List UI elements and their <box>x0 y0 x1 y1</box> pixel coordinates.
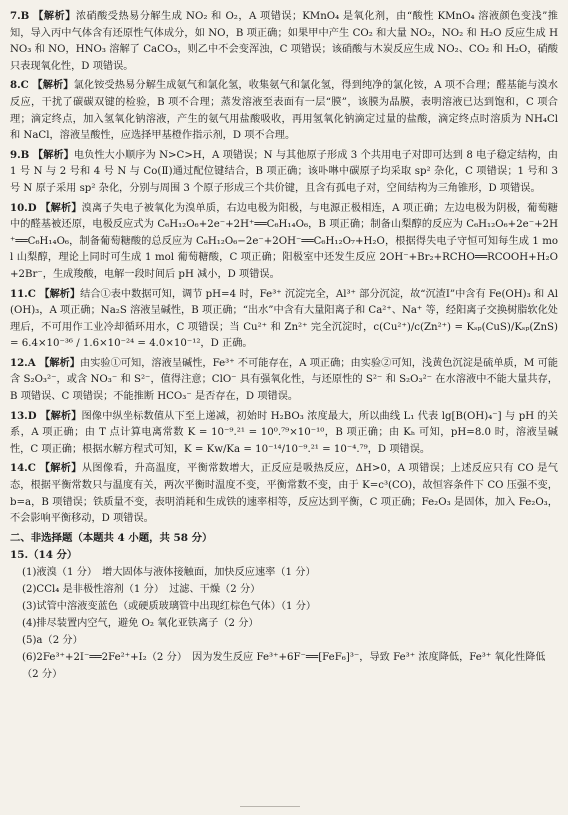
answer-tag: 12.A 【解析】 <box>10 356 80 369</box>
answer-tag: 14.C 【解析】 <box>10 462 82 475</box>
answer-tag: 7.B 【解析】 <box>10 10 76 22</box>
q15-item-5: (5)a（2 分） <box>22 634 83 646</box>
answer-q9: 9.B 【解析】电负性大小顺序为 N>C>H，A 项错误；N 与其他原子形成 3 个共用电子对即可达到 8 电子稳定结构，由 1 号 N 与 2 号和 4 号 N 与 Co(Ⅱ)通过配位键结合，B 项正确；该卟啉中碳原子均采取 sp² 杂化，C 项错误；1 号和 3 号 N 原子采用 sp² 杂化，分别与周围 3 个原子形成三个共价键，且含有孤电子对，空间结构为三角锥形，D 项错误。 <box>10 148 558 194</box>
answer-q7: 7.B 【解析】浓硝酸受热易分解生成 NO₂ 和 O₂，A 项错误；KMnO₄ 是氧化剂，由“酸性 KMnO₄ 溶液颜色变浅”推知，导入丙中气体含有还原性气体成分，如 NO，B 项正确；如果甲中产生 CO₂ 和大量 NO₂，NO₂ 和 H₂O 反应生成 HNO₃ 和 NO，HNO₃ 溶解了 CaCO₃，则乙中不会变浑浊，C 项错误；该硝酸与木炭反应生成 NO₂、CO₂ 和 H₂O，硝酸只表现氧化性，D 项错误。 <box>10 10 558 72</box>
answer-tag: 9.B 【解析】 <box>10 148 74 161</box>
answer-q12: 12.A 【解析】由实验①可知，溶液呈碱性，Fe³⁺ 不可能存在，A 项正确；由实验②可知，浅黄色沉淀是硫单质，M 可能含 S₂O₃²⁻，或含 NO₃⁻ 和 S²⁻，值得注意；ClO⁻ 具有强氧化性，与还原性的 S²⁻ 和 S₂O₃²⁻ 在水溶液中不能大量共存，B 项错误、C 项错误；不能推断 HCO₃⁻ 是否存在，D 项错误。 <box>10 356 558 403</box>
section-heading: 二、非选择题（本题共 4 小题，共 58 分） <box>10 531 213 544</box>
answer-q13: 13.D 【解析】图像中纵坐标数值从下至上递减，初始时 H₂BO₃ 浓度最大，所以曲线 L₁ 代表 lg[B(OH)₄⁻] 与 pH 的关系，A 项正确；由 T 点计算电离常数 K = 10⁻⁹.²¹ = 10⁰.⁷⁹×10⁻¹⁰，B 项正确；由 Kₕ 可知，pH=8.0 时，溶液呈碱性，C 项正确；根据水解方程式可知，K = Kw/Ka = 10⁻¹⁴/10⁻⁹.²¹ = 10⁻⁴.⁷⁹，D 项错误。 <box>10 409 558 455</box>
answer-q14: 14.C 【解析】从图像看，升高温度，平衡常数增大，正反应是吸热反应，ΔH>0，A 项错误；上述反应只有 CO 是气态，根据平衡常数只与温度有关，两次平衡时温度不变，平衡常数不变，由于 K=c³(CO)，故恒容条件下 CO 压强不变，b=a，B 项错误；铁质量不变，表明消耗和生成铁的速率相等，反应达到平衡，C 项正确；Fe₂O₃ 是固体，加入 Fe₂O₃，不会影响平衡移动，D 项错误。 <box>10 462 558 525</box>
answer-tag: 13.D 【解析】 <box>10 409 82 422</box>
answer-tag: 8.C 【解析】 <box>10 79 74 92</box>
q15-item-4: (4)排尽装置内空气，避免 O₂ 氧化亚铁离子（2 分） <box>22 617 259 629</box>
answer-q11: 11.C 【解析】结合①表中数据可知，调节 pH=4 时，Fe³⁺ 沉淀完全，Al³⁺ 部分沉淀，故“沉渣Ⅰ”中含有 Fe(OH)₃ 和 Al(OH)₃，A 项正确；Na₂S 溶液呈碱性，B 项正确；“出水”中含有大量阳离子和 Ca²⁺、Na⁺ 等，经阳离子交换树脂软化处理后，不可用作工业冷却循环用水，C 项错误；当 Cu²⁺ 和 Zn²⁺ 完全沉淀时，c(Cu²⁺)/c(Zn²⁺) = Kₛₚ(CuS)/Kₛₚ(ZnS) = 6.4×10⁻³⁶ / 1.6×10⁻²⁴ = 4.0×10⁻¹²，D 正确。 <box>10 287 558 350</box>
page-footer-rule <box>240 806 300 809</box>
q15-item-6: (6)2Fe³⁺+2I⁻══2Fe²⁺+I₂（2 分） 因为发生反应 Fe³⁺+6F⁻══[FeF₆]³⁻，导致 Fe³⁺ 浓度降低，Fe³⁺ 氧化性降低（2 分） <box>22 651 546 680</box>
q15-item-1: (1)液溴（1 分） 增大固体与液体接触面，加快反应速率（1 分） <box>22 566 316 578</box>
answer-tag: 11.C 【解析】 <box>10 287 81 300</box>
q15-title: 15.（14 分） <box>10 548 78 561</box>
q15-item-2: (2)CCl₄ 是非极性溶剂（1 分） 过滤、干燥（2 分） <box>22 583 261 595</box>
answer-tag: 10.D 【解析】 <box>10 201 82 214</box>
answer-q8: 8.C 【解析】氯化铵受热易分解生成氨气和氯化氢，收集氨气和氯化氢，得到纯净的氯化铵，A 项不合理；醛基能与溴水反应，干扰了碳碳双键的检验，B 项不合理；蒸发溶液至表面有一层“膜”，该膜为晶膜，表明溶液已达到饱和，C 项合理；滴定终点，加入氢氧化钠溶液，产生的氨气用盐酸吸收，再用氢氧化钠滴定过量的盐酸，滴定终点时溶质为 NH₄Cl 和 NaCl，溶液呈酸性，应选择甲基橙作指示剂，D 项不合理。 <box>10 79 558 142</box>
answer-q10: 10.D 【解析】溴离子失电子被氧化为溴单质，右边电极为阳极，与电源正极相连，A 项正确；左边电极为阴极，葡萄糖中的醛基被还原，电极反应式为 C₆H₁₂O₆+2e⁻+2H⁺══C₆H₁₄O₆，B 项正确；制备山梨醇的反应为 C₆H₁₂O₆+2e⁻+2H⁺══C₆H₁₄O₆，制备葡萄糖酸的总反应为 C₆H₁₂O₆−2e⁻+2OH⁻══C₆H₁₂O₇+H₂O，根据得失电子守恒可知每生成 1 mol 山梨醇，理论上同时可生成 1 mol 葡萄糖酸，C 项正确；阳极室中还发生反应 2OH⁻+Br₂+RCHO══RCOOH+H₂O+2Br⁻，生成羧酸，电解一段时间后 pH 减小，D 项错误。 <box>10 201 558 280</box>
q15-item-3: (3)试管中溶液变蓝色（或硬质玻璃管中出现红棕色气体）（1 分） <box>22 600 317 612</box>
